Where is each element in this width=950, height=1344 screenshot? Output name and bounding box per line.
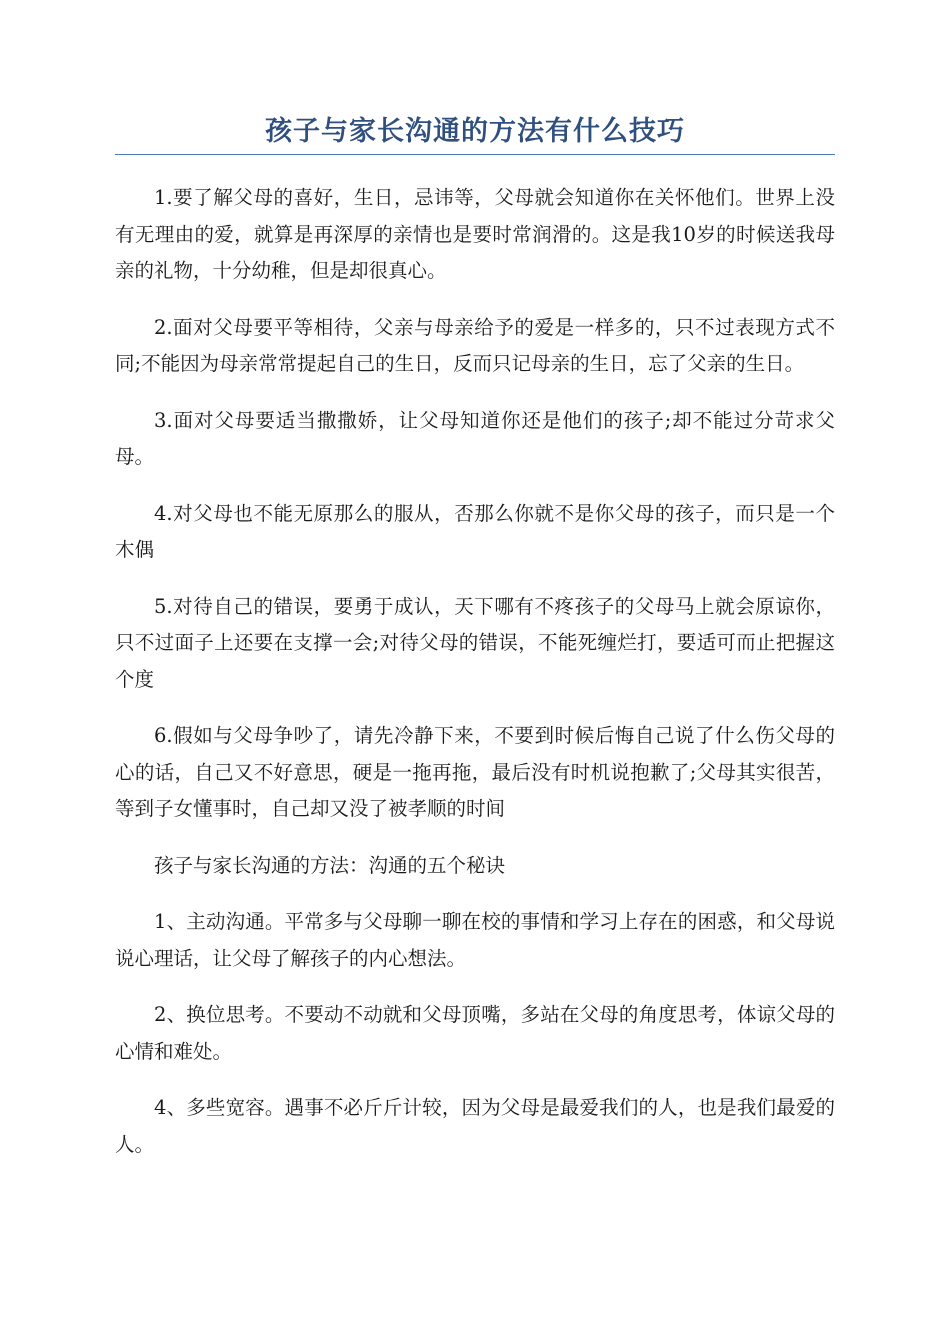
document-title: 孩子与家长沟通的方法有什么技巧 bbox=[265, 116, 685, 147]
section-heading: 孩子与家长沟通的方法：沟通的五个秘诀 bbox=[154, 853, 506, 877]
tip-1: 1、主动沟通。平常多与父母聊一聊在校的事情和学习上存在的困惑，和父母说说心理话，让父母了解孩子的内心想法。 bbox=[115, 910, 835, 970]
paragraph-6: 6.假如与父母争吵了，请先冷静下来，不要到时候后悔自己说了什么伤父母的心的话，自己又不好意思，硬是一拖再拖，最后没有时机说抱歉了;父母其实很苦，等到子女懂事时，自己却又没了被孝顺的时间 bbox=[115, 724, 835, 820]
paragraph-2: 2.面对父母要平等相待，父亲与母亲给予的爱是一样多的，只不过表现方式不同;不能因为母亲常常提起自己的生日，反而只记母亲的生日，忘了父亲的生日。 bbox=[115, 315, 835, 375]
paragraph-1: 1.要了解父母的喜好，生日，忌讳等，父母就会知道你在关怀他们。世界上没有无理由的爱，就算是再深厚的亲情也是要时常润滑的。这是我10岁的时候送我母亲的礼物，十分幼稚，但是却很真心。 bbox=[115, 186, 835, 282]
paragraph-3: 3.面对父母要适当撒撒娇，让父母知道你还是他们的孩子;却不能过分苛求父母。 bbox=[115, 408, 835, 468]
document-body bbox=[115, 180, 835, 1183]
paragraph-5: 5.对待自己的错误，要勇于成认，天下哪有不疼孩子的父母马上就会原谅你，只不过面子上还要在支撑一会;对待父母的错误，不能死缠烂打，要适可而止把握这个度 bbox=[115, 594, 835, 691]
tip-4: 4、多些宽容。遇事不必斤斤计较，因为父母是最爱我们的人，也是我们最爱的人。 bbox=[115, 1096, 835, 1156]
title-block bbox=[115, 112, 835, 155]
tip-2: 2、换位思考。不要动不动就和父母顶嘴，多站在父母的角度思考，体谅父母的心情和难处。 bbox=[115, 1003, 835, 1063]
title-underline bbox=[115, 154, 835, 155]
paragraph-4: 4.对父母也不能无原那么的服从，否那么你就不是你父母的孩子，而只是一个木偶 bbox=[115, 501, 835, 561]
